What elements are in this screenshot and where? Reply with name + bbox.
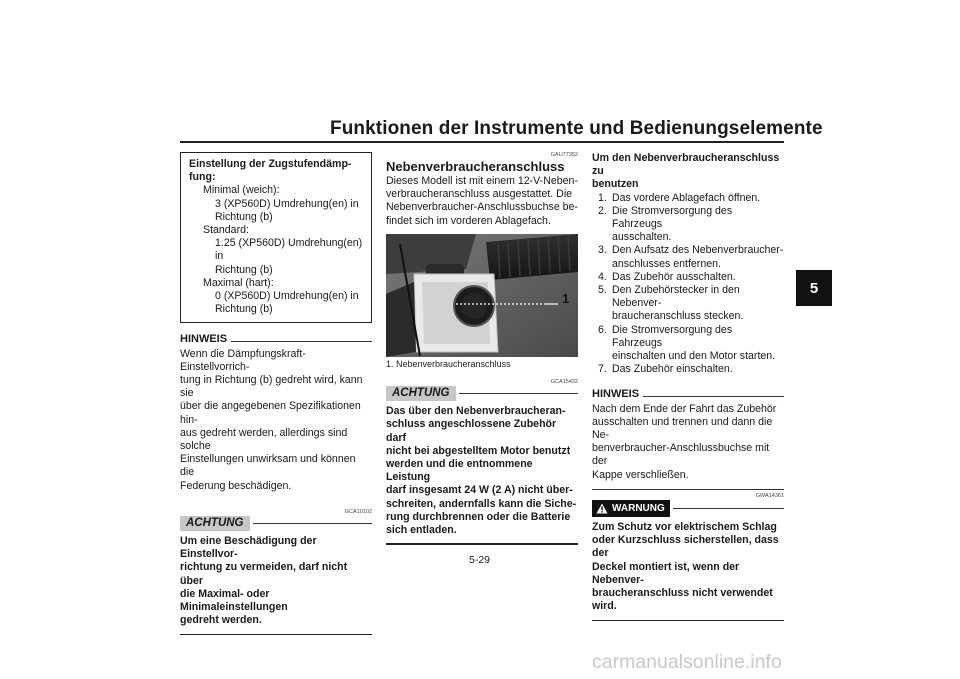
figure-callout-number: 1 [562,290,570,306]
achtung2-code: GCA15432 [550,379,578,386]
warning-triangle-icon [596,503,608,514]
list-item: 5. Den Zubehörstecker in den Nebenver- braucheranschluss stecken. [598,284,744,323]
watermark-text: carmanualsonline.info [592,651,782,673]
column-left [180,152,372,635]
figure-caption: 1. Nebenverbraucheranschluss [386,358,511,369]
spec-minimal-value: 3 (XP560D) Umdrehung(en) in Richtung (b) [215,197,359,223]
warnung-badge: WARNUNG [592,500,670,517]
hinweis2-text: Nach dem Ende der Fahrt das Zubehör ausschalten und trennen und dann die Ne- benverbraucher-Anschlussbuchse mit der Kappe verschließen. [592,402,777,481]
achtung2-text: Das über den Nebenverbraucheran- schluss angeschlossene Zubehör darf nicht bei abgestelltem Motor benutzt werden und die entnommene Leistung darf insgesamt 24 W (2 A) nicht über- schreiten, andernfalls kann die Siche- rung durchbrennen oder die Batterie sich entladen. [386,405,577,537]
warnung-text: Zum Schutz vor elektrischem Schlag oder Kurzschluss sicherstellen, dass der Deckel montiert ist, wenn der Nebenver- braucheranschluss nicht verwendet wird. [592,521,779,613]
spec-box [180,152,372,323]
section-code: GAU77352 [550,152,578,158]
achtung-end-rule [180,634,372,636]
chapter-tab: 5 [796,270,832,306]
column-right [592,152,784,621]
warnung-code: GWA14361 [755,492,784,499]
usage-steps [592,192,784,377]
list-item: 2. Die Stromversorgung des Fahrzeugs ausschalten. [598,204,733,244]
warnung-end-rule [592,620,784,622]
achtung-code: GCA10102 [344,508,372,515]
hinweis-heading: HINWEIS [180,333,372,346]
list-item: 3. Den Aufsatz des Nebenverbraucher- anschlusses entfernen. [598,244,784,270]
usage-heading: Um den Nebenverbraucheranschluss zu benutzen [592,152,780,191]
spec-standard-value: 1.25 (XP560D) Umdrehung(en) in Richtung (b) [215,237,363,276]
hinweis2-end-rule [592,489,784,490]
header-rule [180,141,784,143]
section-title: Nebenverbraucheranschluss [386,159,565,174]
list-item: 6. Die Stromversorgung des Fahrzeugs einschalten und den Motor starten. [598,323,776,363]
list-item: 1. Das vordere Ablagefach öffnen. [598,191,761,204]
socket-photo-illustration [386,234,578,357]
page-title: Funktionen der Instrumente und Bedienungselemente [330,118,823,139]
spec-title: Einstellung der Zugstufendämp- fung: [189,158,352,184]
column-middle [386,152,578,545]
hinweis-text: Wenn die Dämpfungskraft-Einstellvorrich- tung in Richtung (b) gedreht wird, kann sie über die angegebenen Spezifikationen hin- aus gedreht werden, allerdings sind solche Einstellungen unwirksam und können die Federung beschädigen. [180,347,363,492]
hinweis2-heading: HINWEIS [592,388,784,401]
page-number: 5-29 [469,554,491,566]
achtung-text: Um eine Beschädigung der Einstellvor- richtung zu vermeiden, darf nicht über die Maximal- oder Minimaleinstellungen gedreht werden. [180,535,348,627]
achtung2-end-rule [386,543,578,545]
spec-maximal-label: Maximal (hart): [203,276,274,289]
warnung-heading [592,500,784,517]
achtung2-heading: ACHTUNG [386,386,578,401]
spec-standard-label: Standard: [203,224,249,237]
socket-photo [386,234,578,357]
achtung-heading: ACHTUNG [180,516,372,531]
spec-minimal-label: Minimal (weich): [203,184,280,197]
list-item: 4. Das Zubehör ausschalten. [598,270,736,283]
list-item: 7. Das Zubehör einschalten. [598,363,733,376]
section-text: Dieses Modell ist mit einem 12-V-Neben- verbraucheranschluss ausgestattet. Die Nebenverbraucher-Anschlussbuchse be- findet sich im vorderen Ablagefach. [386,175,578,227]
spec-maximal-value: 0 (XP560D) Umdrehung(en) in Richtung (b) [215,290,359,316]
